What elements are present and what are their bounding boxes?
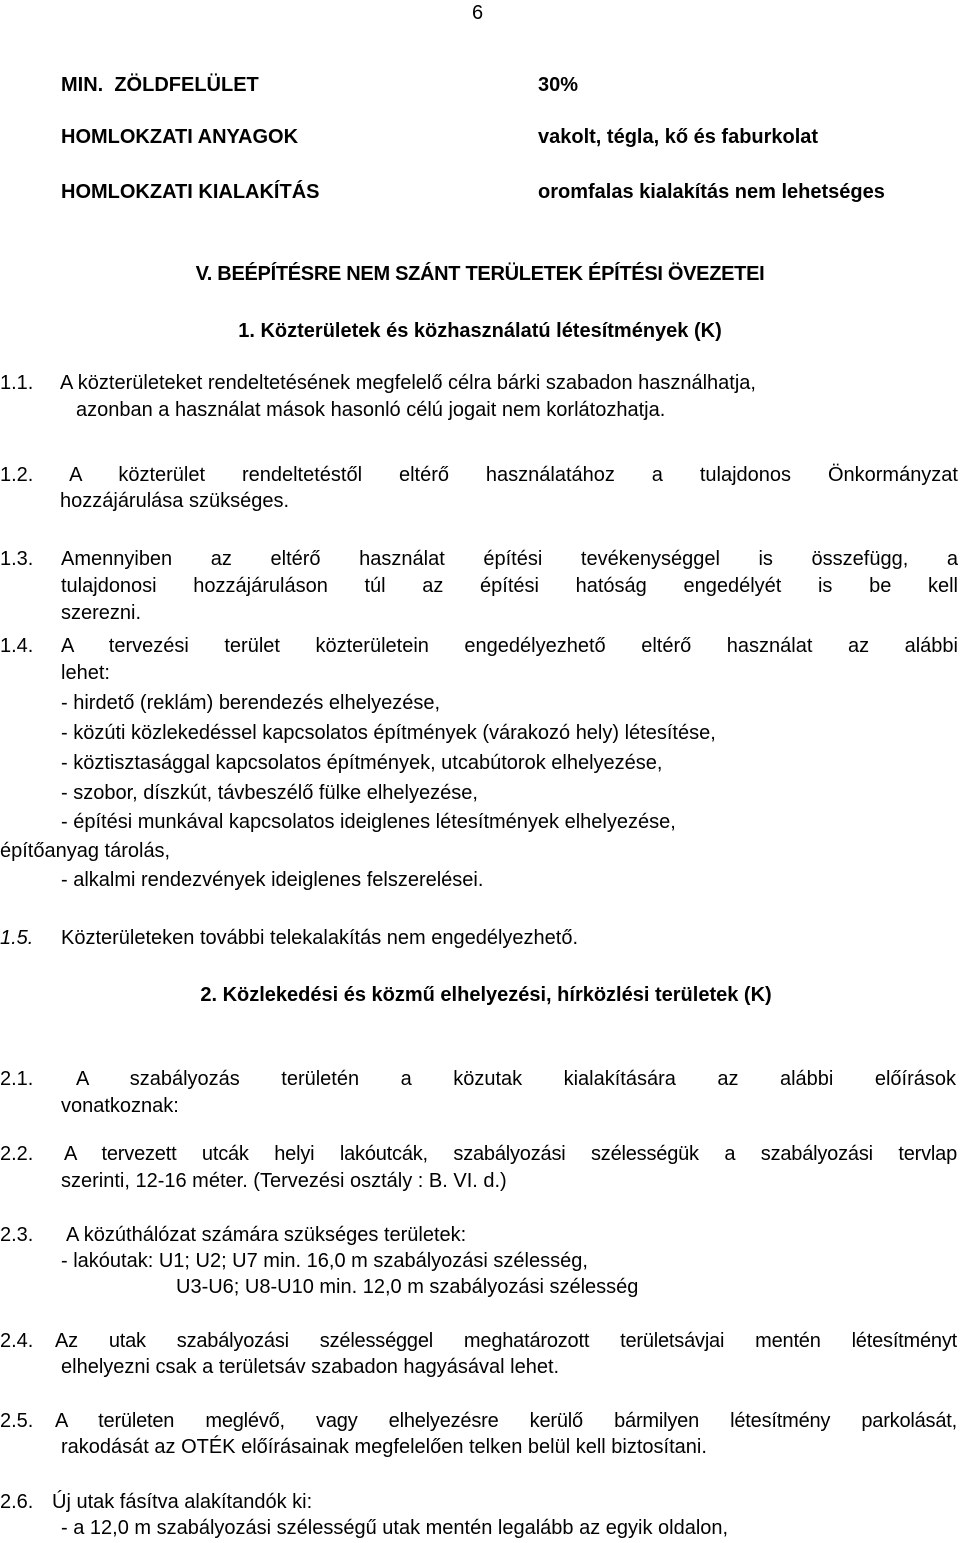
paragraph-2-2-line1: A tervezett utcák helyi lakóutcák, szabályozási szélességük a szabályozási tervlap — [64, 1143, 957, 1165]
list-item: - közúti közlekedéssel kapcsolatos építmények (várakozó hely) létesítése, — [61, 722, 716, 744]
list-item: - alkalmi rendezvények ideiglenes felszerelései. — [61, 869, 484, 891]
paragraph-2-6-line1: Új utak fásítva alakítandók ki: — [52, 1491, 313, 1513]
paragraph-1-4-number: 1.4. — [0, 635, 34, 657]
paragraph-2-1-line1: A szabályozás területén a közutak kialakítására az alábbi előírások — [76, 1068, 956, 1090]
header-label-homlokzati-kialakitas: HOMLOKZATI KIALAKÍTÁS — [61, 181, 320, 203]
section1-title: 1. Közterületek és közhasználatú létesítmények (K) — [238, 320, 722, 342]
paragraph-1-4-line2: lehet: — [61, 662, 110, 684]
paragraph-1-5-number: 1.5. — [0, 927, 34, 949]
paragraph-1-3-line1: Amennyiben az eltérő használat építési tevékenységgel is összefügg, a — [61, 548, 958, 570]
paragraph-1-3-line2: tulajdonosi hozzájáruláson túl az építési hatóság engedélyét is be kell — [61, 575, 958, 597]
paragraph-2-6-number: 2.6. — [0, 1491, 34, 1513]
paragraph-2-5-line2: rakodását az OTÉK előírásainak megfelelően telken belül kell biztosítani. — [61, 1436, 707, 1458]
list-item: - építési munkával kapcsolatos ideiglenes létesítmények elhelyezése, — [61, 811, 676, 833]
paragraph-1-5-text: Közterületeken további telekalakítás nem engedélyezhető. — [61, 927, 579, 949]
paragraph-2-3-line1: A közúthálózat számára szükséges területek: — [66, 1224, 467, 1246]
paragraph-2-5-line1: A területen meglévő, vagy elhelyezésre kerülő bármilyen létesítmény parkolását, — [55, 1410, 957, 1432]
paragraph-1-3-line3: szerezni. — [61, 602, 142, 624]
paragraph-2-4-line2: elhelyezni csak a területsáv szabadon hagyásával lehet. — [61, 1356, 560, 1378]
header-value-homlokzati-anyagok: vakolt, tégla, kő és faburkolat — [538, 126, 819, 148]
header-label-homlokzati-anyagok: HOMLOKZATI ANYAGOK — [61, 126, 299, 148]
list-item-wrap: építőanyag tárolás, — [0, 840, 171, 862]
paragraph-1-4-line1: A tervezési terület közterületein engedélyezhető eltérő használat az alábbi — [61, 635, 958, 657]
header-value-homlokzati-kialakitas: oromfalas kialakítás nem lehetséges — [538, 181, 885, 203]
paragraph-1-1-number: 1.1. — [0, 372, 34, 394]
header-value-zoldfelulet: 30% — [538, 74, 579, 96]
paragraph-2-3-line3: U3-U6; U8-U10 min. 12,0 m szabályozási szélesség — [176, 1276, 639, 1298]
paragraph-2-3-number: 2.3. — [0, 1224, 34, 1246]
page-number: 6 — [472, 2, 484, 24]
paragraph-2-6-line2: - a 12,0 m szabályozási szélességű utak mentén legalább az egyik oldalon, — [61, 1517, 729, 1539]
paragraph-1-1-line2: azonban a használat mások hasonló célú jogait nem korlátozhatja. — [76, 399, 666, 421]
paragraph-2-1-line2: vonatkoznak: — [61, 1095, 179, 1117]
paragraph-2-1-number: 2.1. — [0, 1068, 34, 1090]
paragraph-1-1-line1: A közterületeket rendeltetésének megfelelő célra bárki szabadon használhatja, — [60, 372, 756, 394]
chapter-title: V. BEÉPÍTÉSRE NEM SZÁNT TERÜLETEK ÉPÍTÉSI ÖVEZETEI — [195, 263, 765, 285]
paragraph-2-2-line2: szerinti, 12-16 méter. (Tervezési osztály : B. VI. d.) — [61, 1170, 507, 1192]
paragraph-2-4-number: 2.4. — [0, 1330, 34, 1352]
paragraph-2-2-number: 2.2. — [0, 1143, 34, 1165]
paragraph-1-2-line2: hozzájárulása szükséges. — [60, 490, 290, 512]
paragraph-2-4-line1: Az utak szabályozási szélességgel meghatározott területsávjai mentén létesítményt — [55, 1330, 957, 1352]
header-label-zoldfelulet: MIN. ZÖLDFELÜLET — [61, 74, 259, 96]
list-item: - szobor, díszkút, távbeszélő fülke elhelyezése, — [61, 782, 478, 804]
list-item: - hirdető (reklám) berendezés elhelyezése, — [61, 692, 441, 714]
paragraph-1-3-number: 1.3. — [0, 548, 34, 570]
paragraph-2-5-number: 2.5. — [0, 1410, 34, 1432]
section2-title: 2. Közlekedési és közmű elhelyezési, hírközlési területek (K) — [200, 984, 772, 1006]
paragraph-1-2-line1: 1.2. A közterület rendeltetéstől eltérő használatához a tulajdonos Önkormányzat — [0, 464, 958, 486]
paragraph-2-3-line2: - lakóutak: U1; U2; U7 min. 16,0 m szabályozási szélesség, — [61, 1250, 588, 1272]
list-item: - köztisztasággal kapcsolatos építmények, utcabútorok elhelyezése, — [61, 752, 663, 774]
